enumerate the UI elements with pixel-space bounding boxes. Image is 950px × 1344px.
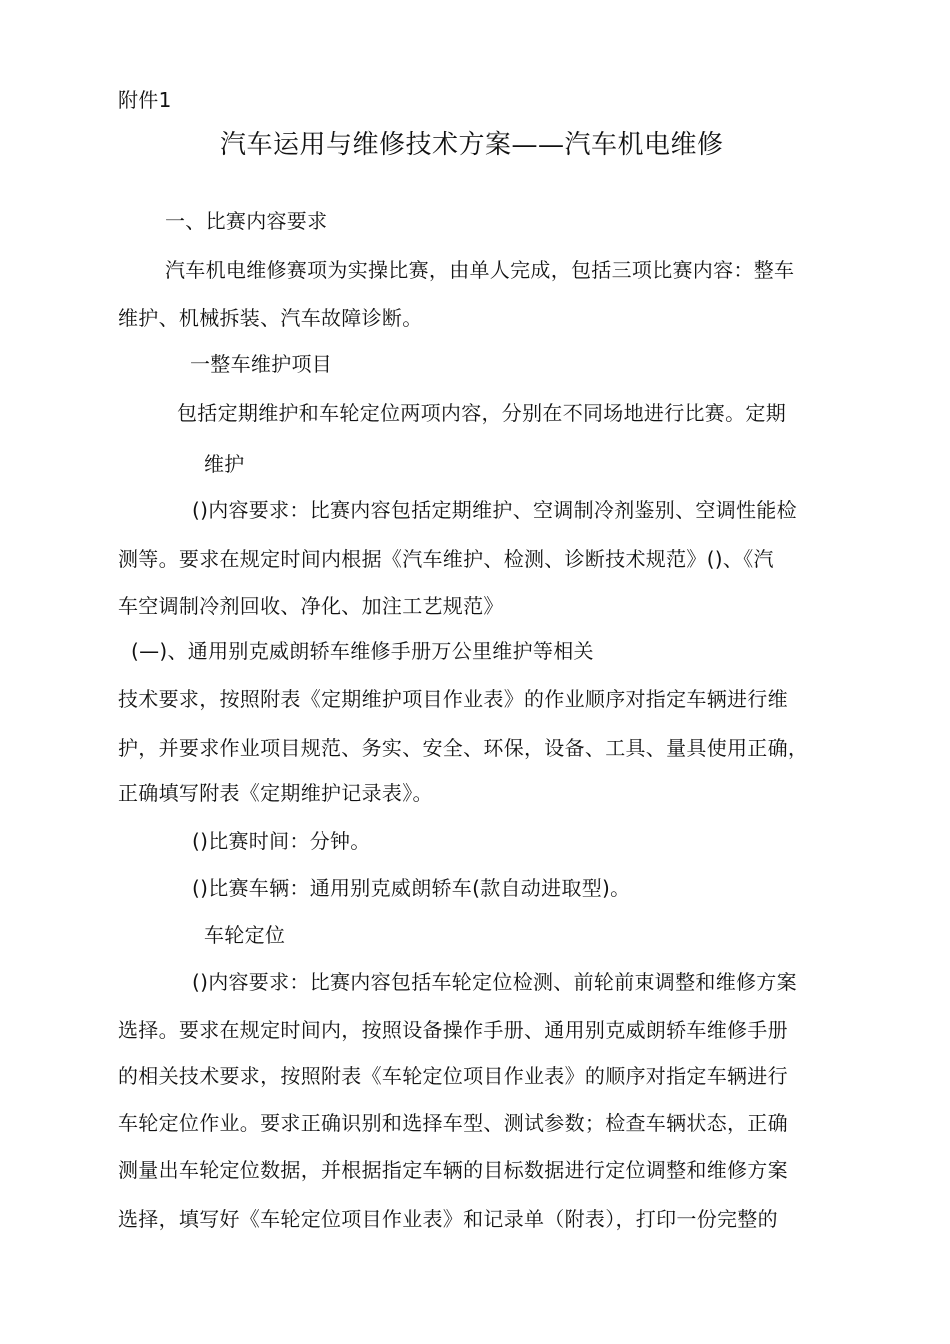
paragraph-line: 选择。要求在规定时间内，按照设备操作手册、通用别克威朗轿车维修手册 — [118, 1018, 788, 1042]
section-heading: 一、比赛内容要求 — [165, 209, 328, 233]
paragraph-line: 车空调制冷剂回收、净化、加注工艺规范》 — [118, 594, 504, 618]
paragraph-line: 测等。要求在规定时间内根据《汽车维护、检测、诊断技术规范》()、《汽 — [118, 547, 774, 571]
paragraph-line: ()比赛时间：分钟。 — [192, 829, 371, 853]
paragraph-line: 护，并要求作业项目规范、务实、安全、环保，设备、工具、量具使用正确， — [118, 736, 809, 760]
paragraph-line: 维护、机械拆装、汽车故障诊断。 — [118, 306, 423, 330]
document-title: 汽车运用与维修技术方案——汽车机电维修 — [220, 130, 724, 160]
paragraph-line: (—)、通用别克威朗轿车维修手册万公里维护等相关 — [131, 639, 594, 663]
subsection-heading: 一整车维护项目 — [190, 352, 333, 376]
attachment-label: 附件1 — [118, 88, 172, 112]
subsection-heading: 车轮定位 — [204, 923, 286, 947]
paragraph-line: 测量出车轮定位数据，并根据指定车辆的目标数据进行定位调整和维修方案 — [118, 1158, 788, 1182]
paragraph-line: ()比赛车辆：通用别克威朗轿车(款自动进取型)。 — [192, 876, 631, 900]
paragraph-line: 车轮定位作业。要求正确识别和选择车型、测试参数；检查车辆状态，正确 — [118, 1111, 788, 1135]
paragraph-line: 的相关技术要求，按照附表《车轮定位项目作业表》的顺序对指定车辆进行 — [118, 1064, 788, 1088]
paragraph-line: ()内容要求：比赛内容包括定期维护、空调制冷剂鉴别、空调性能检 — [192, 498, 797, 522]
paragraph-line: ()内容要求：比赛内容包括车轮定位检测、前轮前束调整和维修方案 — [192, 970, 797, 994]
paragraph-line: 包括定期维护和车轮定位两项内容，分别在不同场地进行比赛。定期 — [177, 401, 786, 425]
paragraph-line: 汽车机电维修赛项为实操比赛，由单人完成，包括三项比赛内容：整车 — [165, 258, 795, 282]
paragraph-line: 技术要求，按照附表《定期维护项目作业表》的作业顺序对指定车辆进行维 — [118, 687, 788, 711]
subsection-heading: 维护 — [204, 452, 245, 476]
paragraph-line: 选择，填写好《车轮定位项目作业表》和记录单（附表），打印一份完整的 — [118, 1207, 778, 1231]
paragraph-line: 正确填写附表《定期维护记录表》。 — [118, 781, 433, 805]
